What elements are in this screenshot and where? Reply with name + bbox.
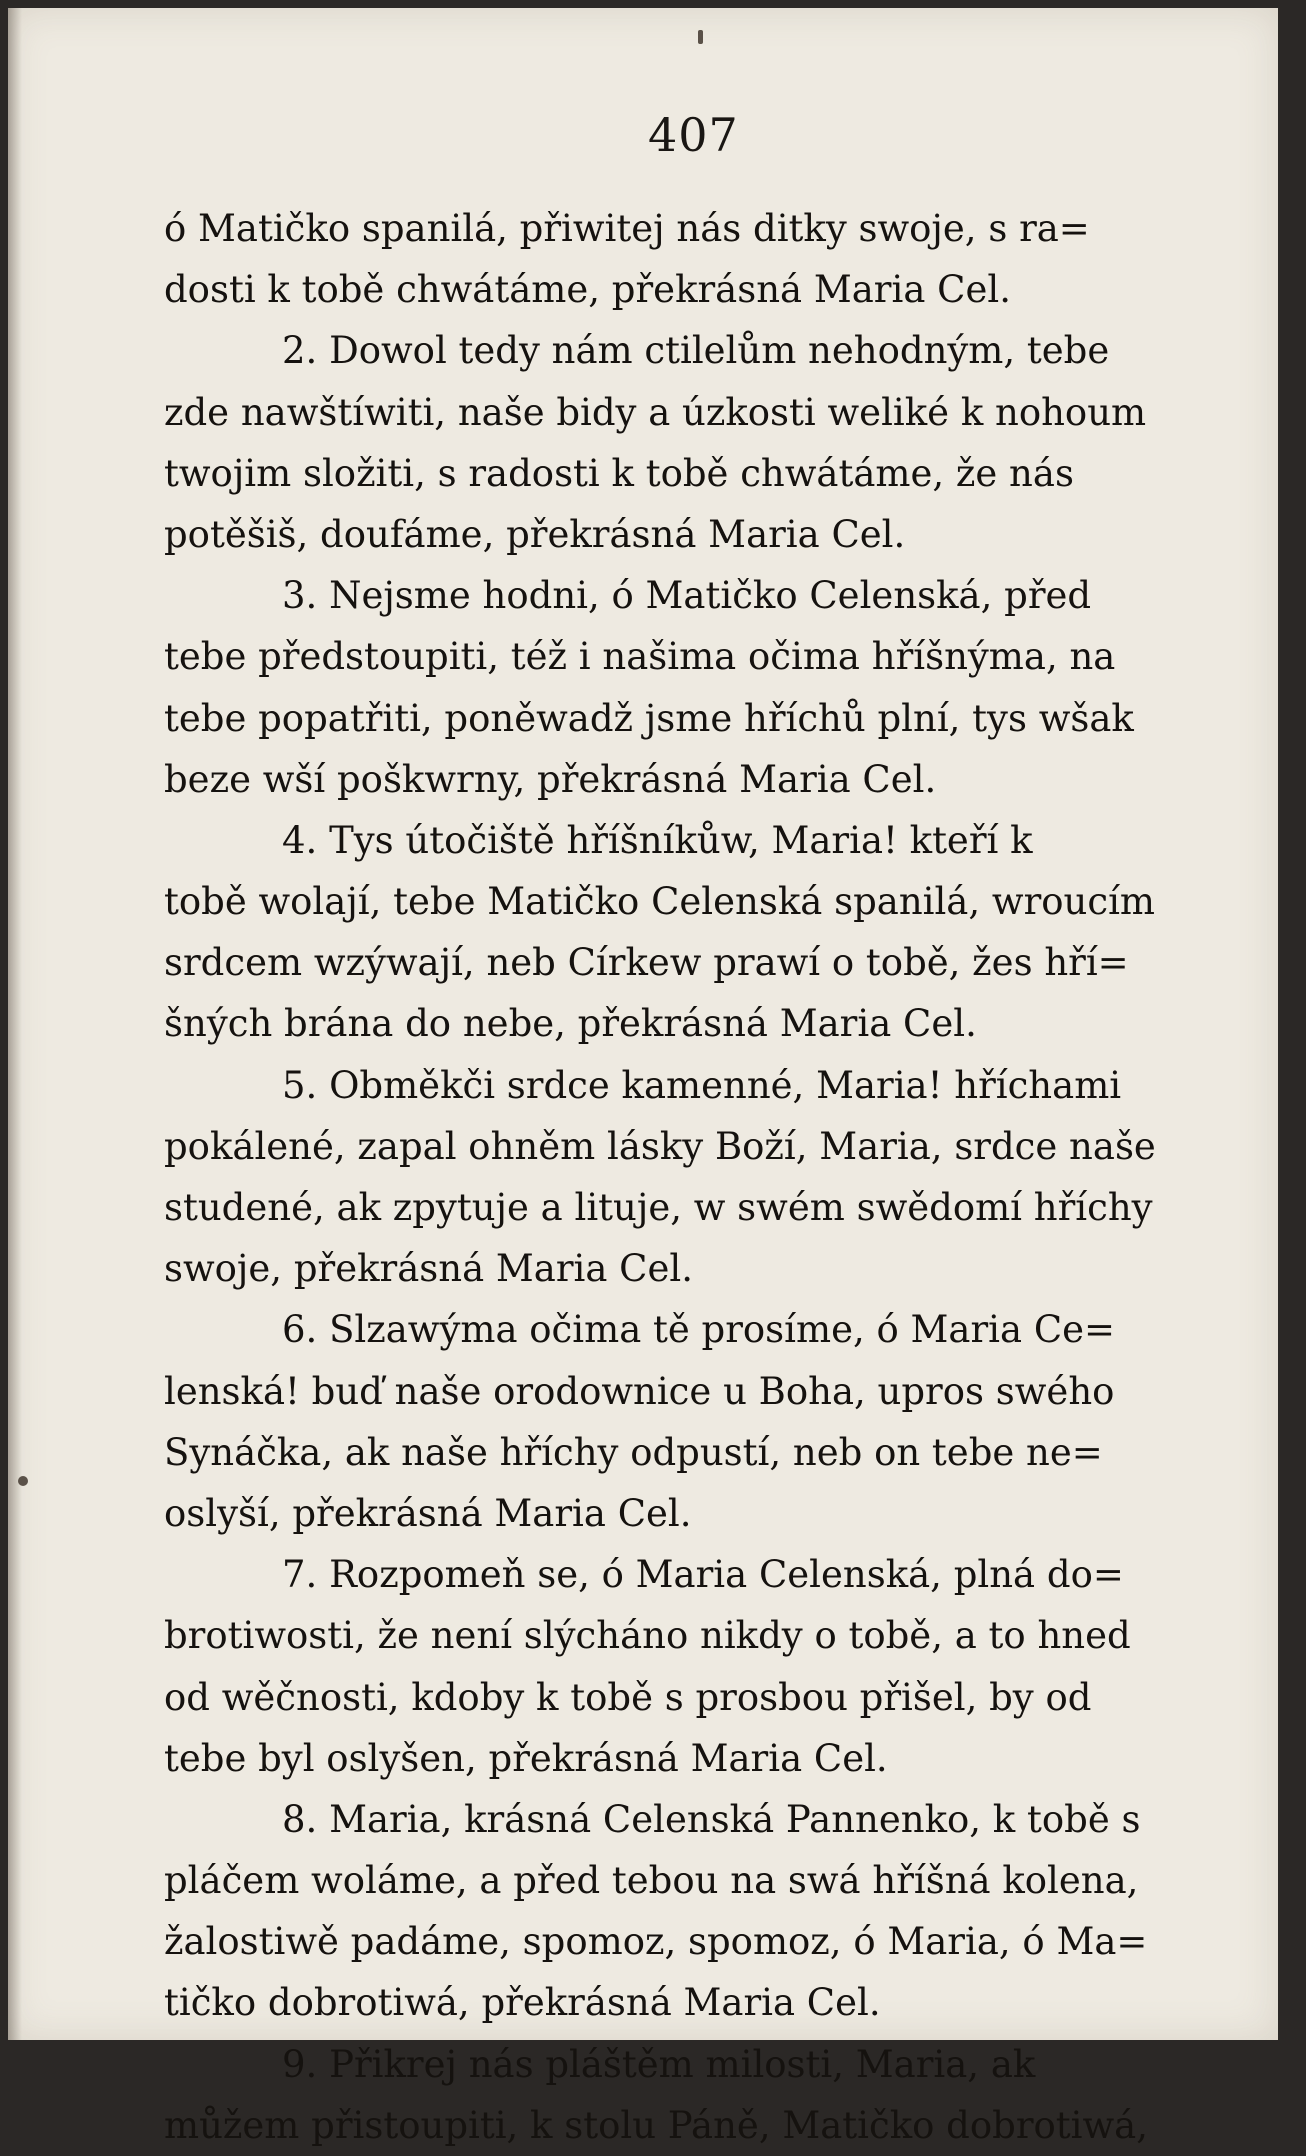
text-line: tebe byl oslyšen, překrásná Maria Cel. xyxy=(164,1736,888,1780)
text-line: 3. Nejsme hodni, ó Matičko Celenská, před xyxy=(282,574,1092,618)
text-line: zde nawštíwiti, naše bidy a úzkosti weliké k nohoum xyxy=(164,390,1147,434)
text-line: 9. Přikrej nás pláštěm milosti, Maria, ak xyxy=(282,2042,1036,2086)
text-line: tičko dobrotiwá, překrásná Maria Cel. xyxy=(164,1981,881,2025)
text-line: Synáčka, ak naše hříchy odpustí, neb on tebe ne= xyxy=(164,1430,1103,1474)
text-line: tebe popatřiti, poněwadž jsme hříchů plní, tys wšak xyxy=(164,696,1134,740)
text-line: můžem přistoupiti, k stolu Páně, Matičko dobrotiwá, xyxy=(164,2103,1148,2147)
text-line: 7. Rozpomeň se, ó Maria Celenská, plná do= xyxy=(282,1553,1124,1597)
book-page xyxy=(8,8,1278,2147)
text-line: dosti k tobě chwátáme, překrásná Maria Cel. xyxy=(164,268,1011,312)
ink-speck xyxy=(18,1476,28,1486)
text-line: ó Matičko spanilá, přiwitej nás ditky swoje, s ra= xyxy=(164,207,1090,250)
text-line: twojim složiti, s radosti k tobě chwátáme, že nás xyxy=(164,451,1074,495)
body-text xyxy=(164,198,1254,2156)
text-line: oslyší, překrásná Maria Cel. xyxy=(164,1491,692,1535)
text-line: 5. Obměkči srdce kamenné, Maria! hříchami xyxy=(282,1063,1122,1107)
text-line: pokálené, zapal ohněm lásky Boží, Maria, srdce naše xyxy=(164,1124,1156,1168)
text-line: beze wší poškwrny, překrásná Maria Cel. xyxy=(164,757,937,801)
text-line: 2. Dowol tedy nám ctilelům nehodným, tebe xyxy=(282,329,1110,373)
text-line: šných brána do nebe, překrásná Maria Cel. xyxy=(164,1002,977,1046)
text-line: 4. Tys útočiště hříšníkůw, Maria! kteří k xyxy=(282,818,1033,862)
text-line: swoje, překrásná Maria Cel. xyxy=(164,1247,693,1291)
page-number: 407 xyxy=(648,108,739,162)
ink-speck xyxy=(698,30,703,44)
text-line: studené, ak zpytuje a lituje, w swém swědomí hříchy xyxy=(164,1186,1153,1229)
text-line: pláčem woláme, a před tebou na swá hříšná kolena, xyxy=(164,1859,1139,1903)
text-line: tobě wolají, tebe Matičko Celenská spanilá, wroucím xyxy=(164,880,1155,924)
page-gutter-shadow xyxy=(8,8,22,2040)
text-line: od wěčnosti, kdoby k tobě s prosbou přišel, by od xyxy=(164,1675,1092,1719)
text-line: brotiwosti, že není slýcháno nikdy o tobě, a to hned xyxy=(164,1614,1131,1658)
text-line: srdcem wzýwají, neb Církew prawí o tobě, žes hří= xyxy=(164,941,1129,985)
text-line: 6. Slzawýma očima tě prosíme, ó Maria Ce= xyxy=(282,1308,1116,1352)
text-line: lenská! buď naše orodownice u Boha, upros swého xyxy=(164,1369,1115,1413)
text-line: potěšiš, doufáme, překrásná Maria Cel. xyxy=(164,512,906,556)
text-line: 8. Maria, krásná Celenská Pannenko, k tobě s xyxy=(282,1797,1141,1841)
text-line: žalostiwě padáme, spomoz, spomoz, ó Maria, ó Ma= xyxy=(164,1920,1148,1964)
text-line: tebe předstoupiti, též i našima očima hříšnýma, na xyxy=(164,635,1116,679)
